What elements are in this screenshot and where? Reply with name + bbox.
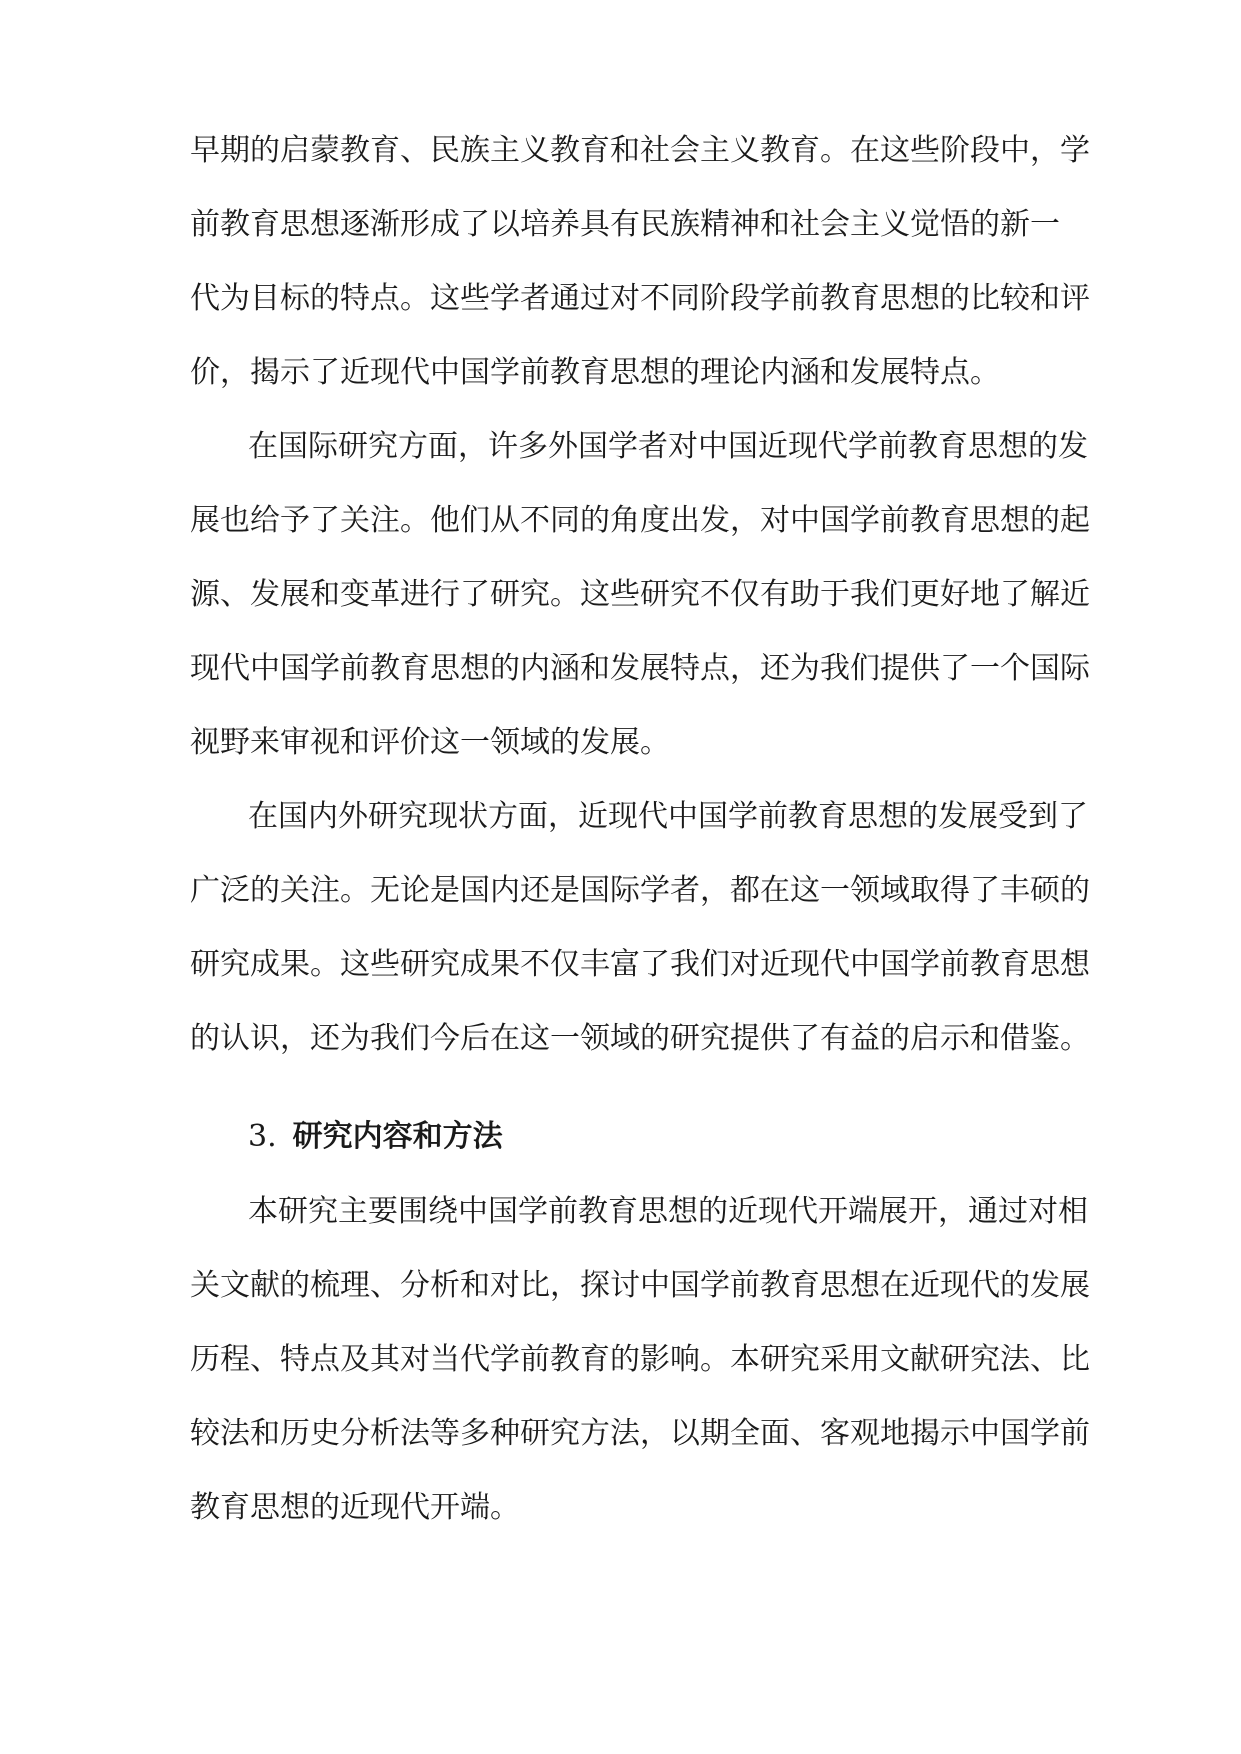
paragraph-1-line-3: 代为目标的特点。这些学者通过对不同阶段学前教育思想的比较和评 [190,281,1090,316]
paragraph-2-line-1: 在国际研究方面，许多外国学者对中国近现代学前教育思想的发 [248,429,1088,464]
section-title: 研究内容和方法 [292,1119,503,1154]
paragraph-1-line-2: 前教育思想逐渐形成了以培养具有民族精神和社会主义觉悟的新一 [190,207,1060,242]
paragraph-2-line-2: 展也给予了关注。他们从不同的角度出发，对中国学前教育思想的起 [190,503,1090,538]
paragraph-1-line-1: 早期的启蒙教育、民族主义教育和社会主义教育。在这些阶段中，学 [190,133,1090,168]
section-paragraph-line-5: 教育思想的近现代开端。 [190,1490,520,1525]
paragraph-3-line-3: 研究成果。这些研究成果不仅丰富了我们对近现代中国学前教育思想 [190,947,1090,982]
paragraph-2-line-3: 源、发展和变革进行了研究。这些研究不仅有助于我们更好地了解近 [190,577,1090,612]
section-number: 3. [248,1119,277,1154]
section-paragraph-line-2: 关文献的梳理、分析和对比，探讨中国学前教育思想在近现代的发展 [190,1268,1090,1303]
section-paragraph-line-3: 历程、特点及其对当代学前教育的影响。本研究采用文献研究法、比 [190,1342,1090,1377]
paragraph-2-line-4: 现代中国学前教育思想的内涵和发展特点，还为我们提供了一个国际 [190,651,1090,686]
paragraph-2-line-5: 视野来审视和评价这一领域的发展。 [190,725,670,760]
section-paragraph-line-1: 本研究主要围绕中国学前教育思想的近现代开端展开，通过对相 [248,1194,1088,1229]
paragraph-3-line-4: 的认识，还为我们今后在这一领域的研究提供了有益的启示和借鉴。 [190,1021,1090,1056]
paragraph-3-line-2: 广泛的关注。无论是国内还是国际学者，都在这一领域取得了丰硕的 [190,873,1090,908]
section-paragraph-line-4: 较法和历史分析法等多种研究方法，以期全面、客观地揭示中国学前 [190,1416,1090,1451]
paragraph-3-line-1: 在国内外研究现状方面，近现代中国学前教育思想的发展受到了 [248,799,1088,834]
paragraph-1-line-4: 价，揭示了近现代中国学前教育思想的理论内涵和发展特点。 [190,355,1000,390]
section-heading [248,1117,503,1157]
